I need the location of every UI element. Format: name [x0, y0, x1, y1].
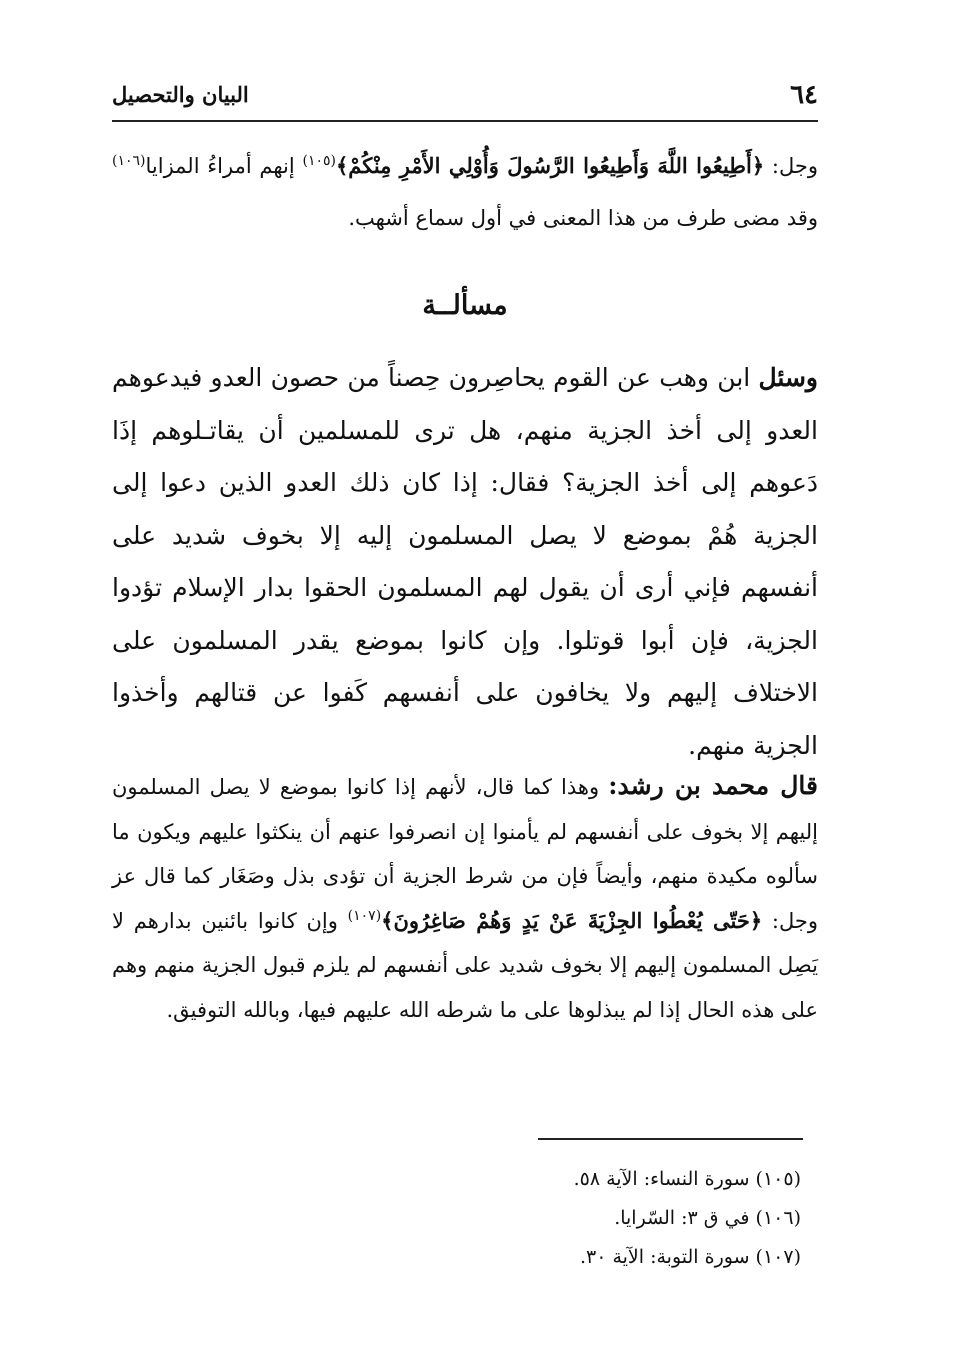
footnote-item: (١٠٥) سورة النساء: الآية ٥٨. [573, 1168, 801, 1190]
page-header [112, 74, 818, 122]
question-paragraph [112, 352, 818, 772]
section-title: مسألــة [422, 290, 508, 321]
intro-middle: إنهم أمراءُ المزايا [145, 154, 303, 178]
commentary-lead: قال محمد بن رشد: [608, 771, 818, 800]
question-text: ابن وهب عن القوم يحاصِرون حِصناً من حصون العدو فيدعوهم العدو إلى أخذ الجزية منهم، هل ترى للمسلمين أن يقاتـلوهم إذَا دَعوهم إلى أخذ الجزية؟ فقال: إذا كان ذلك العدو الذين دعوا إلى الجزية هُمْ بموضع لا يصل المسلمون إليه إلا بخوف شديد على أنفسهم فإني أرى أن يقول لهم المسلمون الحقوا بدار الإسلام تؤدوا الجزية، فإن أبوا قوتلوا. وإن كانوا بموضع يقدر المسلمون على الاختلاف إليهم ولا يخافون على أنفسهم كَفوا عن قتالهم وأخذوا الجزية منهم. [112, 363, 818, 760]
footnote-ref-105: (١٠٥) [302, 153, 336, 169]
question-lead: وسئل [758, 363, 818, 392]
quran-verse-2: ﴿حَتّى يُعْطُوا الجِزْيَةَ عَنْ يَدٍ وَهُمْ صَاغِرُونَ﴾ [381, 907, 763, 933]
intro-suffix: وقد مضى طرف من هذا المعنى في أول سماع أشهب. [348, 206, 818, 230]
commentary-text-1: وهذا كما قال، لأنهم إذا كانوا بموضع لا يصل المسلمون إليهم إلا بخوف على أنفسهم لم يأمنوا إن انصرفوا عنهم أن ينكثوا عليهم ويكون ما سألوه مكيدة منهم، وأيضاً فإن من شرط الجزية أن تؤدى بذل وصَغَار كما قال عز وجل: [112, 775, 818, 933]
commentary-text-2: وإن كانوا بائنين بدارهم لا يَصِل المسلمون إليهم إلا بخوف شديد على أنفسهم لم يلزم قبول الجزية منهم وهم على هذه الحال إذا لم يبذلوها على ما شرطه الله عليهم فيها، وبالله التوفيق. [112, 908, 818, 1022]
intro-paragraph [112, 140, 818, 244]
footnote-divider [538, 1138, 803, 1140]
footnote-item: (١٠٧) سورة التوبة: الآية ٣٠. [579, 1246, 801, 1268]
quran-verse-1: ﴿أَطِيعُوا اللَّهَ وَأَطِيعُوا الرَّسُولَ وَأُوْلِي الأَمْرِ مِنْكُمْ﴾ [335, 153, 765, 178]
footnote-item: (١٠٦) في ق ٣: السّرايا. [614, 1207, 801, 1229]
intro-prefix: وجل: [764, 154, 818, 178]
footnote-ref-107: (١٠٧) [347, 907, 382, 924]
commentary-paragraph [112, 764, 818, 1032]
footnotes [574, 1160, 801, 1277]
running-title: البيان والتحصيل [112, 82, 249, 107]
page-number: ٦٤ [790, 80, 818, 110]
footnote-ref-106: (١٠٦) [112, 153, 146, 169]
